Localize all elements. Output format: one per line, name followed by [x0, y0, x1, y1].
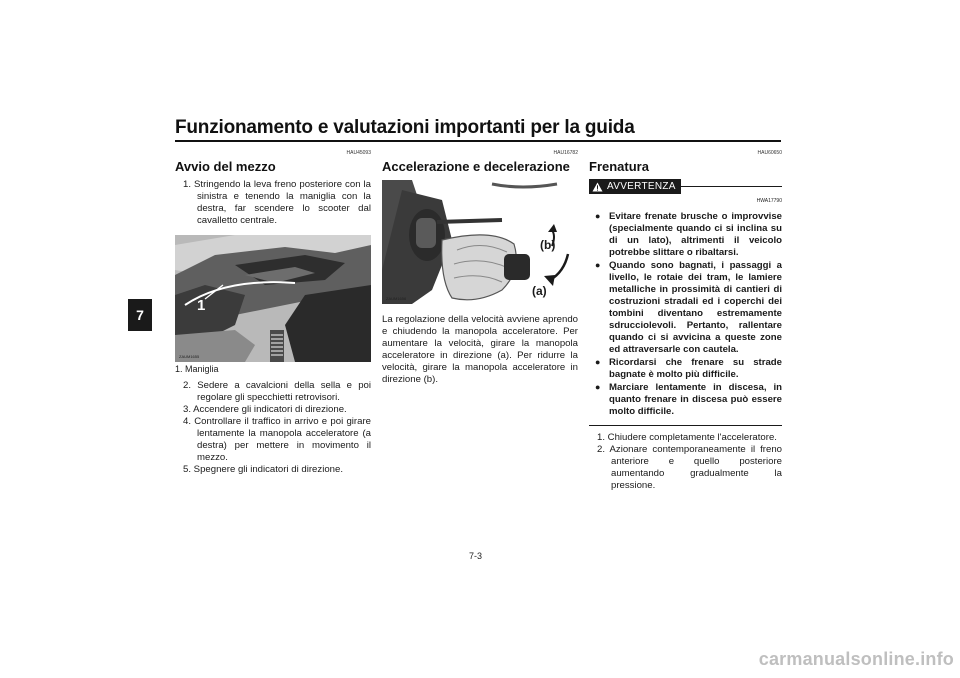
list-item: 1. Chiudere completamente l'acceleratore.	[597, 432, 777, 443]
column-accelerazione	[382, 150, 578, 386]
list-item: ● Marciare lentamente in discesa, in quanto frenare in discesa può essere molto difficile.	[589, 381, 782, 418]
warning-label: AVVERTENZA	[607, 181, 676, 192]
warning-triangle-icon	[592, 182, 603, 192]
list-item: 2. Azionare contemporaneamente il freno anteriore e quello posteriore aumentando gradualmente la pressione.	[597, 444, 782, 491]
list-item: 3. Accendere gli indicatori di direzione.	[183, 404, 347, 415]
list-item: 4. Controllare il traffico in arrivo e poi girare lentamente la manopola acceleratore (a destra) per mettere in movimento il mezzo.	[183, 416, 371, 463]
steps-list-2	[175, 380, 371, 476]
section-code: HAU60650	[757, 150, 782, 156]
steps-list-frenatura	[589, 432, 782, 492]
page-number: 7-3	[469, 551, 483, 561]
direction-label-a: (a)	[532, 284, 547, 298]
list-item: ● Ricordarsi che frenare su strade bagnate è molto più difficile.	[589, 356, 782, 381]
list-item: ● Evitare frenate brusche o improvvise (specialmente quando ci si inclina su di un lato), altrimenti il veicolo potrebbe slittare o ribaltarsi.	[589, 210, 782, 259]
warning-rule	[681, 186, 782, 187]
figure-code: ZAUM1655	[179, 354, 200, 359]
figure-caption: 1. Maniglia	[175, 364, 219, 374]
section-title-frenatura: Frenatura	[589, 159, 649, 174]
warning-badge	[589, 179, 681, 194]
section-title-avvio: Avvio del mezzo	[175, 159, 276, 174]
figure-callout-1: 1	[197, 297, 206, 314]
paragraph-accelerazione: La regolazione della velocità avviene aprendo e chiudendo la manopola acceleratore. Per aumentare la velocità, girare la manopola acceleratore in direzione (a). Per ridurre la velocità, girare la manopola acceleratore in direzione (b).	[382, 314, 578, 385]
direction-label-b: (b)	[540, 238, 556, 252]
section-title-accelerazione: Accelerazione e decelerazione	[382, 159, 570, 174]
watermark: carmanualsonline.info	[758, 649, 954, 669]
list-item: 1. Stringendo la leva freno posteriore con la sinistra e tenendo la maniglia con la destra, far scendere lo scooter dal cavalletto centrale.	[183, 179, 371, 226]
figure-code: ZAUM1656	[386, 296, 407, 301]
steps-list-1	[175, 179, 371, 227]
chapter-tab: 7	[128, 299, 152, 331]
figure-throttle-grip	[382, 180, 578, 304]
warning-header	[589, 179, 782, 194]
header-rule	[175, 140, 781, 142]
section-code: HAU45093	[346, 150, 371, 156]
warning-code: HWA17790	[756, 198, 782, 204]
column-avvio	[175, 150, 371, 476]
page-header-title: Funzionamento e valutazioni importanti per la guida	[175, 117, 635, 138]
warning-bullets	[589, 210, 782, 418]
section-code: HAU16782	[553, 150, 578, 156]
list-item: 2. Sedere a cavalcioni della sella e poi regolare gli specchietti retrovisori.	[183, 380, 371, 403]
list-item: ● Quando sono bagnati, i passaggi a livello, le rotaie dei tram, le lamiere metalliche in prossimità di cantieri di costruzioni stradali ed i coperchi dei tombini diventano estremamente sdrucciolevoli. Pertanto, rallentare quando ci si avvicina a queste zone ed attraversarle con cautela.	[589, 259, 782, 356]
warning-end-rule	[589, 425, 782, 426]
figure-scooter-handle	[175, 235, 371, 362]
column-frenatura	[589, 150, 782, 492]
list-item: 5. Spegnere gli indicatori di direzione.	[183, 464, 343, 475]
